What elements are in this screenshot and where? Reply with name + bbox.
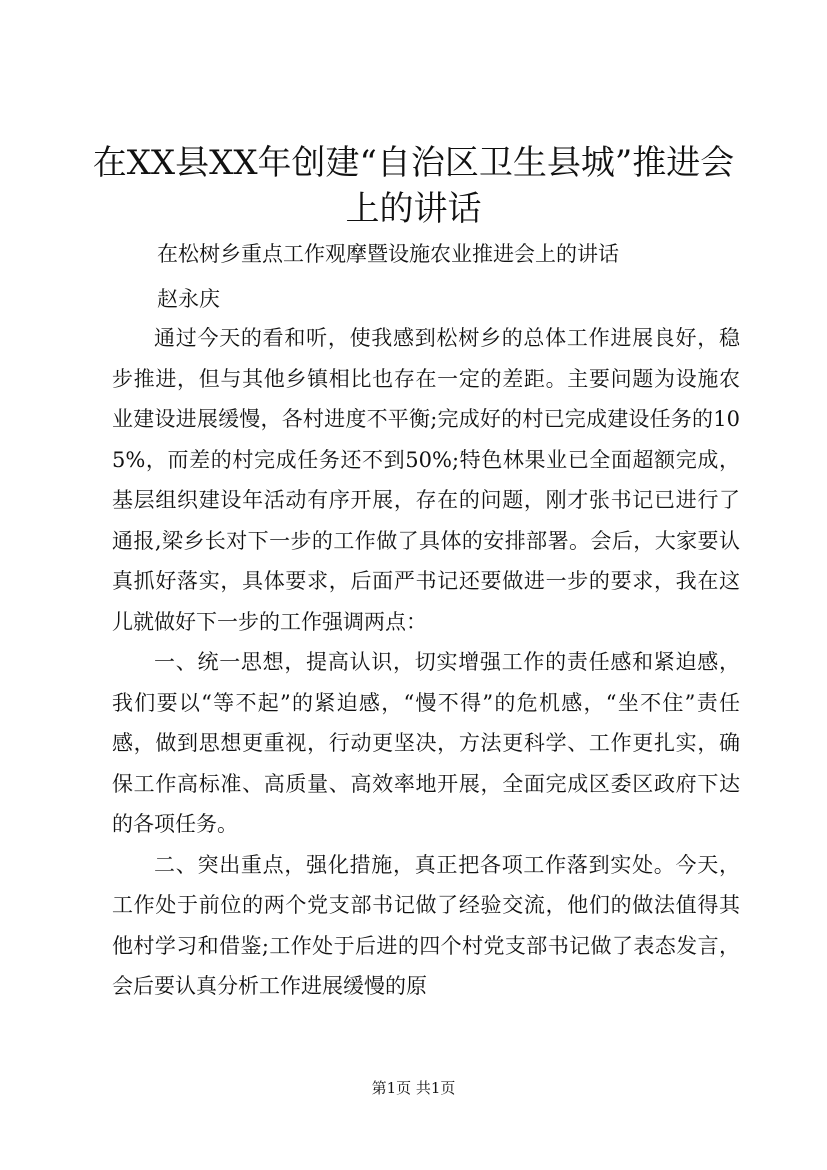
document-subtitle: 在松树乡重点工作观摩暨设施农业推进会上的讲话 [157,242,619,266]
page-number-footer: 第1页 共1页 [371,1079,456,1097]
paragraph-3: 二、突出重点，强化措施，真正把各项工作落到实处。今天，工作处于前位的两个党支部书记做了经验交流，他们的做法值得其他村学习和借鉴;工作处于后进的四个村党支部书记做了表态发言，会后要认真分析工作进展缓慢的原 [112,852,740,998]
document-body [112,318,740,1007]
author-name: 赵永庆 [157,287,220,311]
document-title: 在XX县XX年创建“自治区卫生县城”推进会上的讲话 [92,143,735,229]
paragraph-2: 一、统一思想，提高认识，切实增强工作的责任感和紧迫感，我们要以“等不起”的紧迫感，“慢不得”的危机感，“坐不住”责任感，做到思想更重视，行动更坚决，方法更科学、工作更扎实，确保工作高标准、高质量、高效率地开展，全面完成区委区政府下达的各项任务。 [112,650,740,836]
paragraph-1: 通过今天的看和听，使我感到松树乡的总体工作进展良好，稳步推进，但与其他乡镇相比也存在一定的差距。主要问题为设施农业建设进展缓慢，各村进度不平衡;完成好的村已完成建设任务的105%，而差的村完成任务还不到50%;特色林果业已全面超额完成，基层组织建设年活动有序开展，存在的问题，刚才张书记已进行了通报,梁乡长对下一步的工作做了具体的安排部署。会后，大家要认真抓好落实，具体要求，后面严书记还要做进一步的要求，我在这儿就做好下一步的工作强调两点： [112,326,740,634]
